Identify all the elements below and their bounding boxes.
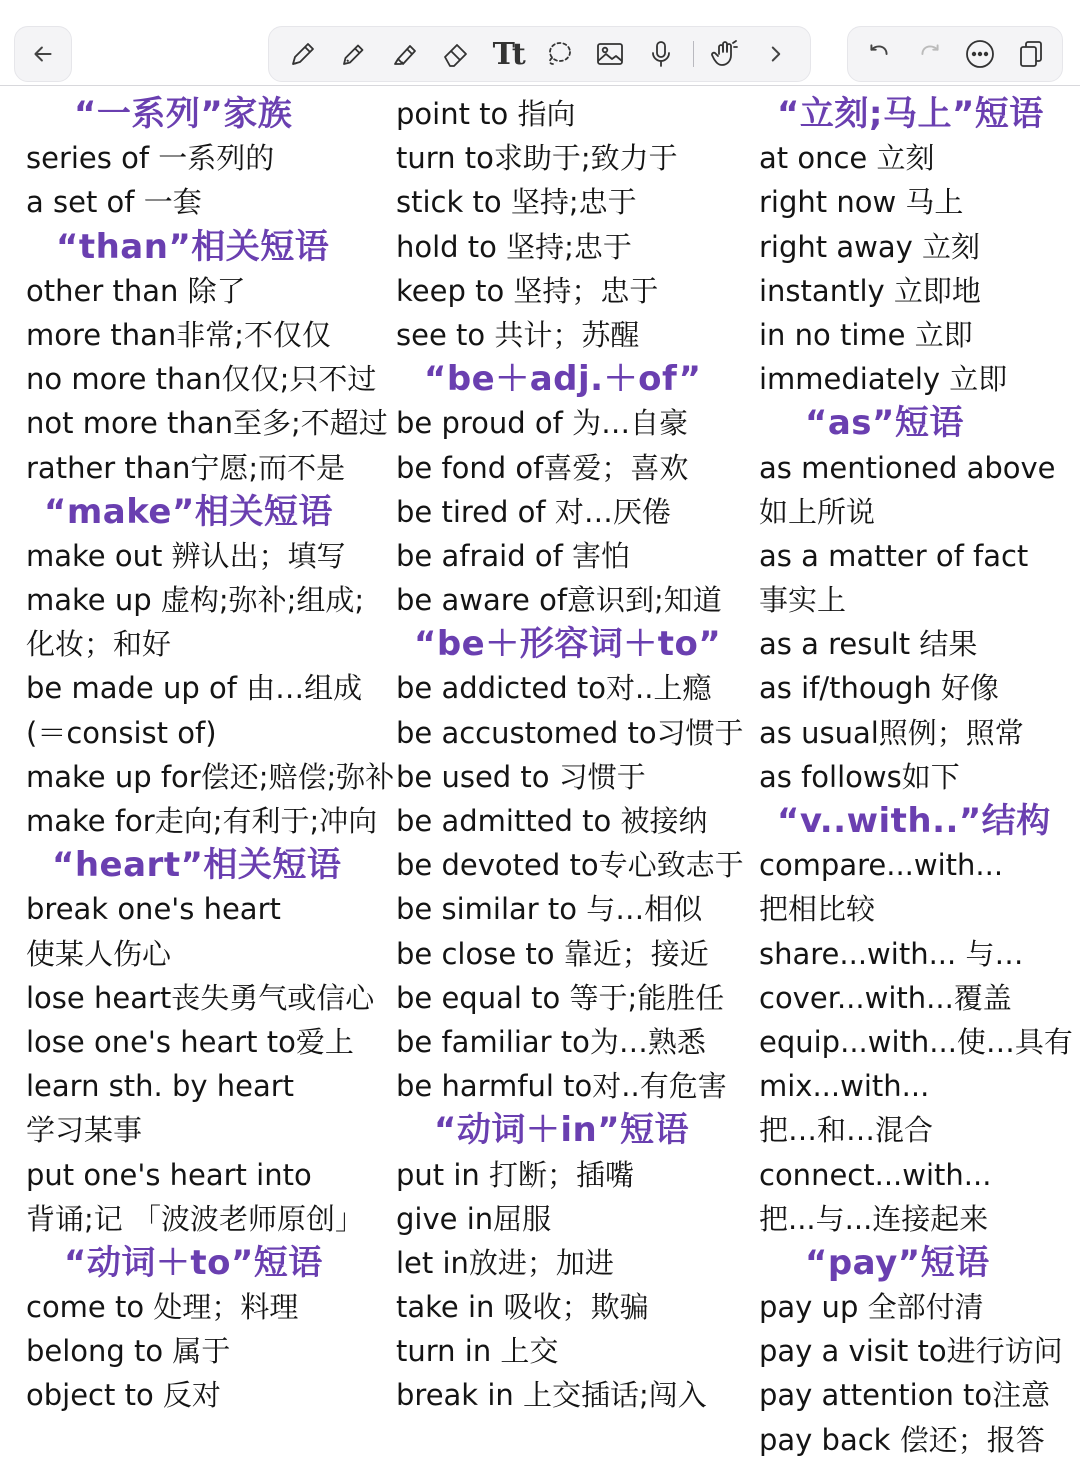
phrase-entry: right away 立刻 [759,229,980,264]
redo-button[interactable] [910,34,950,74]
phrase-entry: as a matter of fact [759,538,1029,573]
lasso-tool[interactable] [539,34,579,74]
hand-icon [709,38,741,70]
phrase-entry: be aware of意识到;知道 [396,583,722,618]
phrase-entry: be harmful to对..有危害 [396,1069,727,1104]
phrase-entry: be tired of 对…厌倦 [396,494,671,529]
phrase-entry: be fond of喜爱；喜欢 [396,450,689,485]
phrase-entry: make up 虚构;弥补;组成; [26,583,365,618]
phrase-entry: pay a visit to进行访问 [759,1334,1063,1369]
phrase-entry: 学习某事 [26,1113,143,1148]
phrase-entry: be equal to 等于;能胜任 [396,980,725,1015]
phrase-entry: more than非常;不仅仅 [26,317,332,352]
phrase-entry: point to 指向 [396,97,576,131]
image-icon [594,38,626,70]
phrase-entry: immediately 立即 [759,362,1008,397]
phrase-entry: break one's heart [26,892,281,927]
phrase-entry: be afraid of 害怕 [396,538,630,573]
phrase-entry: mix...with... [759,1069,930,1104]
phrase-entry: share...with... 与… [759,936,1024,971]
phrase-entry: 化妆；和好 [26,627,172,662]
phrase-entry: make for走向;有利于;冲向 [26,804,378,838]
phrase-entry: be used to 习惯于 [396,759,646,794]
phrase-entry: let in放进；加进 [396,1245,614,1280]
undo-icon [866,41,892,67]
highlighter-tool[interactable] [385,34,425,74]
phrase-entry: be made up of 由…组成 [26,671,363,706]
phrase-entry: make up for偿还;赔偿;弥补 [26,759,395,794]
chevron-right-icon [763,41,789,67]
phrase-entry: 背诵;记 「波波老师原创」 [26,1201,364,1236]
phrase-entry: turn to求助于;致力于 [396,141,678,176]
notes-column-2 [396,92,748,1418]
phrase-entry: break in 上交插话;闯入 [396,1378,707,1413]
phrase-entry: equip...with...使…具有 [759,1024,1073,1059]
phrase-entry: as mentioned above [759,450,1056,485]
phrase-entry: other than 除了 [26,273,246,308]
eraser-icon [440,38,472,70]
phrase-entry: (＝consist of) [26,715,217,750]
phrase-entry: series of 一系列的 [26,141,275,176]
section-heading: “make”相关短语 [44,491,333,532]
phrase-entry: put one's heart into [26,1157,312,1192]
phrase-entry: be proud of 为…自豪 [396,406,689,441]
back-button[interactable] [14,26,72,82]
phrase-entry: give in屈服 [396,1201,552,1236]
pages-icon [1015,38,1047,70]
pen-icon [287,38,319,70]
image-tool[interactable] [590,34,630,74]
phrase-entry: no more than仅仅;只不过 [26,362,377,397]
section-heading: “be＋形容词＋to” [414,624,722,665]
phrase-entry: be accustomed to习惯于 [396,715,744,750]
phrase-entry: lose heart丧失勇气或信心 [26,980,375,1015]
phrase-entry: be familiar to为…熟悉 [396,1024,706,1059]
phrase-entry: pay back 偿还；报答 [759,1422,1045,1457]
highlighter-icon [389,38,421,70]
phrase-entry: be similar to 与…相似 [396,892,703,927]
eraser-tool[interactable] [436,34,476,74]
microphone-tool[interactable] [641,34,681,74]
more-tools[interactable] [756,34,796,74]
phrase-entry: 把相比较 [759,892,876,927]
phrase-entry: see to 共计；苏醒 [396,317,640,352]
section-heading: “一系列”家族 [74,94,293,134]
section-heading: “立刻;马上”短语 [777,94,1044,134]
text-icon: Tt [492,36,523,72]
phrase-entry: compare...with... [759,848,1004,883]
hand-draw-tool[interactable] [705,34,745,74]
phrase-entry: hold to 坚持;忠于 [396,229,632,264]
phrase-entry: be devoted to专心致志于 [396,848,744,883]
pencil-tool[interactable] [334,34,374,74]
phrase-entry: cover...with...覆盖 [759,980,1012,1015]
phrase-entry: a set of 一套 [26,185,202,220]
phrase-entry: right now 马上 [759,185,964,220]
notes-column-1 [26,92,395,1418]
phrase-entry: belong to 属于 [26,1334,231,1369]
phrase-entry: pay up 全部付清 [759,1290,984,1325]
toolbar-divider [693,41,694,67]
phrase-entry: be close to 靠近；接近 [396,936,709,971]
lasso-icon [543,38,575,70]
phrase-entry: turn in 上交 [396,1334,559,1369]
phrase-entry: not more than至多;不超过 [26,406,388,441]
microphone-icon [645,38,677,70]
phrase-entry: take in 吸收；欺骗 [396,1290,649,1325]
phrase-entry: as usual照例；照常 [759,715,1024,750]
drawing-tools-bar [268,26,811,82]
chevron-left-icon [23,34,63,74]
section-heading: “as”短语 [805,403,964,444]
phrase-entry: 把…和…混合 [759,1113,934,1148]
phrase-entry: come to 处理；料理 [26,1290,299,1325]
phrase-entry: object to 反对 [26,1378,221,1413]
phrase-entry: 事实上 [759,583,847,618]
phrase-entry: be addicted to对..上瘾 [396,671,712,706]
section-heading: “pay”短语 [805,1242,990,1283]
pen-tool[interactable] [283,34,323,74]
redo-icon [917,41,943,67]
phrase-entry: at once 立刻 [759,141,935,176]
document-actions-bar [847,26,1063,82]
phrase-entry: rather than宁愿;而不是 [26,450,346,485]
section-heading: “动词＋in”短语 [434,1110,690,1151]
phrase-entry: 使某人伤心 [26,936,172,971]
undo-button[interactable] [859,34,899,74]
phrase-entry: stick to 坚持;忠于 [396,185,637,220]
phrase-entry: as a result 结果 [759,627,978,662]
phrase-entry: in no time 立即 [759,317,973,352]
phrase-entry: learn sth. by heart [26,1069,295,1104]
notes-column-3 [759,92,1075,1462]
section-heading: “动词＋to”短语 [64,1242,323,1283]
section-heading: “be＋adj.＋of” [424,359,702,400]
phrase-entry: connect...with... [759,1157,992,1192]
pencil-icon [338,38,370,70]
pages-button[interactable] [1011,34,1051,74]
phrase-entry: make out 辨认出；填写 [26,538,346,573]
ellipsis-icon [964,38,996,70]
phrase-entry: instantly 立即地 [759,273,981,308]
section-heading: “v..with..”结构 [777,801,1051,841]
phrase-entry: 把...与...连接起来 [759,1201,989,1236]
phrase-entry: as follows如下 [759,759,960,794]
phrase-entry: be admitted to 被接纳 [396,804,708,838]
phrase-entry: 如上所说 [759,494,876,529]
phrase-entry: keep to 坚持；忠于 [396,273,659,308]
phrase-entry: pay attention to注意 [759,1378,1051,1413]
phrase-entry: put in 打断；插嘴 [396,1157,635,1192]
phrase-entry: lose one's heart to爱上 [26,1024,354,1059]
more-options-button[interactable] [960,34,1000,74]
phrase-entry: as if/though 好像 [759,671,1000,706]
section-heading: “than”相关短语 [56,226,330,267]
section-heading: “heart”相关短语 [52,845,342,886]
top-toolbar [0,0,1080,86]
text-tool[interactable] [488,34,528,74]
